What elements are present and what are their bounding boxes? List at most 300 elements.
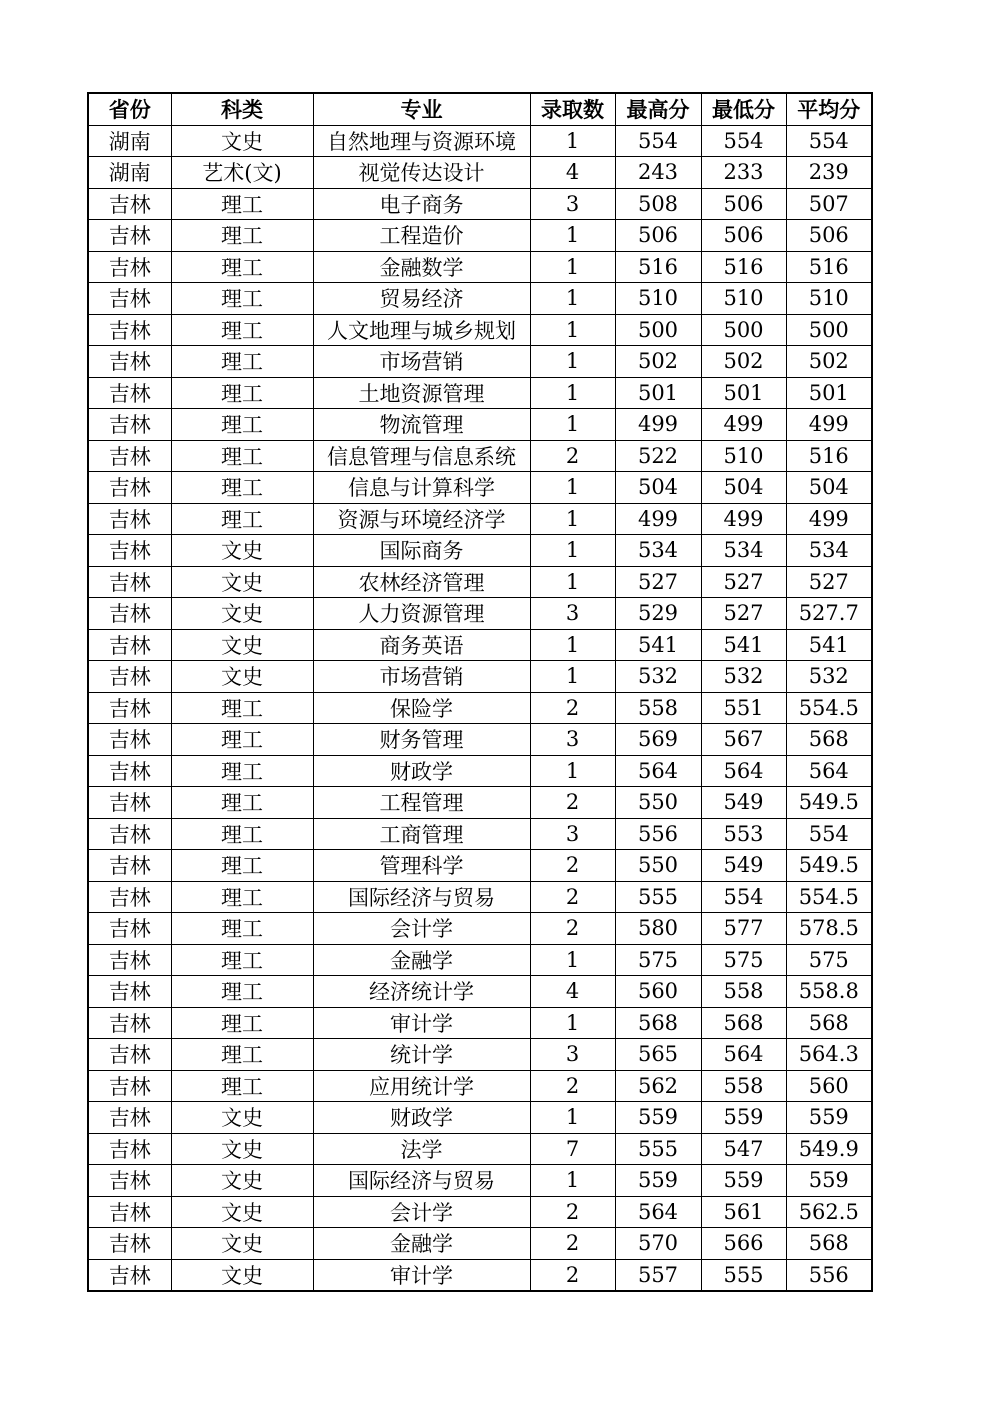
cell-major: 审计学 xyxy=(313,1259,530,1291)
cell-max-score: 569 xyxy=(615,724,701,756)
table-row xyxy=(88,1039,872,1071)
cell-province: 吉林 xyxy=(88,1039,171,1071)
cell-province: 吉林 xyxy=(88,503,171,535)
table-row xyxy=(88,1259,872,1291)
cell-major: 物流管理 xyxy=(313,409,530,441)
cell-admitted-count: 1 xyxy=(530,125,615,157)
cell-avg-score: 516 xyxy=(786,440,872,472)
cell-province: 吉林 xyxy=(88,566,171,598)
cell-max-score: 527 xyxy=(615,566,701,598)
cell-major: 贸易经济 xyxy=(313,283,530,315)
table-row xyxy=(88,629,872,661)
cell-min-score: 564 xyxy=(701,755,786,787)
cell-min-score: 561 xyxy=(701,1196,786,1228)
cell-category: 文史 xyxy=(171,1196,313,1228)
table-row xyxy=(88,976,872,1008)
table-row xyxy=(88,220,872,252)
cell-max-score: 504 xyxy=(615,472,701,504)
cell-admitted-count: 3 xyxy=(530,818,615,850)
cell-avg-score: 568 xyxy=(786,724,872,756)
table-row xyxy=(88,1165,872,1197)
cell-avg-score: 504 xyxy=(786,472,872,504)
cell-category: 理工 xyxy=(171,220,313,252)
cell-admitted-count: 1 xyxy=(530,535,615,567)
cell-major: 金融数学 xyxy=(313,251,530,283)
cell-category: 理工 xyxy=(171,503,313,535)
cell-max-score: 565 xyxy=(615,1039,701,1071)
cell-major: 国际经济与贸易 xyxy=(313,1165,530,1197)
cell-min-score: 555 xyxy=(701,1259,786,1291)
cell-major: 管理科学 xyxy=(313,850,530,882)
cell-province: 吉林 xyxy=(88,1070,171,1102)
table-row xyxy=(88,755,872,787)
header-admitted-count: 录取数 xyxy=(530,93,615,125)
table-row xyxy=(88,125,872,157)
table-row xyxy=(88,503,872,535)
cell-admitted-count: 2 xyxy=(530,850,615,882)
cell-min-score: 554 xyxy=(701,125,786,157)
table-row xyxy=(88,251,872,283)
cell-max-score: 502 xyxy=(615,346,701,378)
cell-major: 会计学 xyxy=(313,913,530,945)
cell-max-score: 556 xyxy=(615,818,701,850)
cell-admitted-count: 1 xyxy=(530,472,615,504)
cell-admitted-count: 2 xyxy=(530,913,615,945)
cell-min-score: 566 xyxy=(701,1228,786,1260)
cell-province: 吉林 xyxy=(88,1102,171,1134)
cell-avg-score: 578.5 xyxy=(786,913,872,945)
cell-avg-score: 564 xyxy=(786,755,872,787)
cell-min-score: 510 xyxy=(701,283,786,315)
cell-major: 市场营销 xyxy=(313,661,530,693)
cell-province: 吉林 xyxy=(88,1133,171,1165)
cell-category: 理工 xyxy=(171,1039,313,1071)
cell-max-score: 564 xyxy=(615,755,701,787)
cell-max-score: 559 xyxy=(615,1102,701,1134)
cell-admitted-count: 1 xyxy=(530,629,615,661)
cell-avg-score: 527 xyxy=(786,566,872,598)
cell-major: 会计学 xyxy=(313,1196,530,1228)
cell-province: 吉林 xyxy=(88,346,171,378)
table-row xyxy=(88,1070,872,1102)
cell-category: 文史 xyxy=(171,661,313,693)
cell-avg-score: 575 xyxy=(786,944,872,976)
cell-category: 理工 xyxy=(171,283,313,315)
cell-admitted-count: 2 xyxy=(530,440,615,472)
table-row xyxy=(88,1007,872,1039)
cell-min-score: 532 xyxy=(701,661,786,693)
cell-avg-score: 499 xyxy=(786,503,872,535)
cell-min-score: 527 xyxy=(701,598,786,630)
cell-admitted-count: 1 xyxy=(530,944,615,976)
cell-category: 理工 xyxy=(171,787,313,819)
cell-category: 理工 xyxy=(171,314,313,346)
cell-max-score: 243 xyxy=(615,157,701,189)
cell-category: 理工 xyxy=(171,976,313,1008)
cell-min-score: 501 xyxy=(701,377,786,409)
cell-min-score: 549 xyxy=(701,787,786,819)
cell-category: 理工 xyxy=(171,188,313,220)
cell-major: 市场营销 xyxy=(313,346,530,378)
cell-max-score: 510 xyxy=(615,283,701,315)
cell-province: 吉林 xyxy=(88,377,171,409)
cell-major: 金融学 xyxy=(313,1228,530,1260)
cell-min-score: 554 xyxy=(701,881,786,913)
table-row xyxy=(88,314,872,346)
cell-avg-score: 527.7 xyxy=(786,598,872,630)
cell-major: 工程造价 xyxy=(313,220,530,252)
cell-category: 文史 xyxy=(171,1228,313,1260)
cell-max-score: 570 xyxy=(615,1228,701,1260)
cell-admitted-count: 3 xyxy=(530,598,615,630)
cell-avg-score: 554.5 xyxy=(786,692,872,724)
cell-major: 信息与计算科学 xyxy=(313,472,530,504)
table-row xyxy=(88,850,872,882)
table-row xyxy=(88,440,872,472)
cell-avg-score: 510 xyxy=(786,283,872,315)
cell-admitted-count: 2 xyxy=(530,1228,615,1260)
cell-avg-score: 556 xyxy=(786,1259,872,1291)
cell-province: 吉林 xyxy=(88,944,171,976)
cell-major: 土地资源管理 xyxy=(313,377,530,409)
cell-admitted-count: 2 xyxy=(530,881,615,913)
table-body xyxy=(88,125,872,1291)
cell-major: 视觉传达设计 xyxy=(313,157,530,189)
cell-major: 工商管理 xyxy=(313,818,530,850)
cell-category: 理工 xyxy=(171,881,313,913)
cell-province: 吉林 xyxy=(88,976,171,1008)
cell-province: 吉林 xyxy=(88,818,171,850)
cell-category: 理工 xyxy=(171,755,313,787)
header-avg-score: 平均分 xyxy=(786,93,872,125)
cell-max-score: 568 xyxy=(615,1007,701,1039)
cell-avg-score: 564.3 xyxy=(786,1039,872,1071)
cell-avg-score: 502 xyxy=(786,346,872,378)
cell-province: 吉林 xyxy=(88,598,171,630)
table-row xyxy=(88,598,872,630)
cell-avg-score: 554.5 xyxy=(786,881,872,913)
cell-category: 文史 xyxy=(171,125,313,157)
cell-min-score: 502 xyxy=(701,346,786,378)
cell-min-score: 510 xyxy=(701,440,786,472)
cell-avg-score: 534 xyxy=(786,535,872,567)
cell-max-score: 580 xyxy=(615,913,701,945)
cell-min-score: 506 xyxy=(701,220,786,252)
cell-avg-score: 507 xyxy=(786,188,872,220)
cell-admitted-count: 1 xyxy=(530,566,615,598)
cell-province: 吉林 xyxy=(88,629,171,661)
cell-category: 文史 xyxy=(171,566,313,598)
cell-admitted-count: 1 xyxy=(530,409,615,441)
cell-min-score: 575 xyxy=(701,944,786,976)
cell-category: 文史 xyxy=(171,598,313,630)
cell-major: 人文地理与城乡规划 xyxy=(313,314,530,346)
cell-admitted-count: 1 xyxy=(530,377,615,409)
cell-avg-score: 516 xyxy=(786,251,872,283)
table-row xyxy=(88,346,872,378)
cell-min-score: 558 xyxy=(701,976,786,1008)
cell-admitted-count: 2 xyxy=(530,1196,615,1228)
cell-avg-score: 532 xyxy=(786,661,872,693)
cell-min-score: 500 xyxy=(701,314,786,346)
cell-admitted-count: 4 xyxy=(530,157,615,189)
cell-province: 吉林 xyxy=(88,409,171,441)
cell-max-score: 560 xyxy=(615,976,701,1008)
cell-avg-score: 559 xyxy=(786,1165,872,1197)
cell-min-score: 551 xyxy=(701,692,786,724)
cell-min-score: 541 xyxy=(701,629,786,661)
cell-avg-score: 558.8 xyxy=(786,976,872,1008)
cell-max-score: 554 xyxy=(615,125,701,157)
cell-major: 财政学 xyxy=(313,755,530,787)
cell-province: 吉林 xyxy=(88,1165,171,1197)
cell-max-score: 558 xyxy=(615,692,701,724)
table-row xyxy=(88,188,872,220)
cell-category: 理工 xyxy=(171,346,313,378)
cell-province: 吉林 xyxy=(88,787,171,819)
cell-province: 吉林 xyxy=(88,251,171,283)
cell-min-score: 527 xyxy=(701,566,786,598)
cell-max-score: 499 xyxy=(615,503,701,535)
table-row xyxy=(88,566,872,598)
cell-category: 理工 xyxy=(171,692,313,724)
cell-admitted-count: 3 xyxy=(530,188,615,220)
cell-max-score: 499 xyxy=(615,409,701,441)
cell-province: 吉林 xyxy=(88,661,171,693)
cell-admitted-count: 1 xyxy=(530,220,615,252)
cell-province: 吉林 xyxy=(88,1259,171,1291)
cell-admitted-count: 1 xyxy=(530,1102,615,1134)
cell-avg-score: 554 xyxy=(786,818,872,850)
cell-admitted-count: 1 xyxy=(530,755,615,787)
cell-avg-score: 568 xyxy=(786,1228,872,1260)
cell-major: 国际经济与贸易 xyxy=(313,881,530,913)
cell-category: 理工 xyxy=(171,1007,313,1039)
cell-max-score: 562 xyxy=(615,1070,701,1102)
cell-category: 理工 xyxy=(171,440,313,472)
cell-province: 吉林 xyxy=(88,472,171,504)
cell-max-score: 508 xyxy=(615,188,701,220)
cell-category: 理工 xyxy=(171,913,313,945)
table-row xyxy=(88,1102,872,1134)
cell-max-score: 522 xyxy=(615,440,701,472)
cell-category: 文史 xyxy=(171,535,313,567)
cell-major: 审计学 xyxy=(313,1007,530,1039)
cell-avg-score: 562.5 xyxy=(786,1196,872,1228)
header-category: 科类 xyxy=(171,93,313,125)
cell-min-score: 534 xyxy=(701,535,786,567)
cell-major: 财务管理 xyxy=(313,724,530,756)
cell-major: 统计学 xyxy=(313,1039,530,1071)
cell-major: 自然地理与资源环境 xyxy=(313,125,530,157)
cell-major: 经济统计学 xyxy=(313,976,530,1008)
cell-major: 法学 xyxy=(313,1133,530,1165)
cell-min-score: 559 xyxy=(701,1165,786,1197)
cell-avg-score: 549.5 xyxy=(786,850,872,882)
cell-admitted-count: 2 xyxy=(530,1259,615,1291)
table-row xyxy=(88,283,872,315)
header-min-score: 最低分 xyxy=(701,93,786,125)
cell-avg-score: 239 xyxy=(786,157,872,189)
cell-category: 理工 xyxy=(171,944,313,976)
cell-province: 吉林 xyxy=(88,440,171,472)
cell-max-score: 500 xyxy=(615,314,701,346)
cell-province: 吉林 xyxy=(88,881,171,913)
cell-admitted-count: 1 xyxy=(530,661,615,693)
table-row xyxy=(88,535,872,567)
cell-category: 理工 xyxy=(171,1070,313,1102)
cell-admitted-count: 1 xyxy=(530,503,615,535)
cell-min-score: 553 xyxy=(701,818,786,850)
cell-max-score: 532 xyxy=(615,661,701,693)
cell-min-score: 516 xyxy=(701,251,786,283)
table-row xyxy=(88,1133,872,1165)
cell-province: 吉林 xyxy=(88,535,171,567)
cell-province: 吉林 xyxy=(88,1228,171,1260)
cell-admitted-count: 3 xyxy=(530,724,615,756)
cell-category: 文史 xyxy=(171,1133,313,1165)
table-row xyxy=(88,157,872,189)
cell-min-score: 547 xyxy=(701,1133,786,1165)
cell-major: 保险学 xyxy=(313,692,530,724)
cell-min-score: 564 xyxy=(701,1039,786,1071)
cell-max-score: 555 xyxy=(615,1133,701,1165)
cell-province: 湖南 xyxy=(88,157,171,189)
cell-avg-score: 541 xyxy=(786,629,872,661)
cell-category: 理工 xyxy=(171,251,313,283)
table-row xyxy=(88,692,872,724)
cell-avg-score: 549.9 xyxy=(786,1133,872,1165)
cell-max-score: 555 xyxy=(615,881,701,913)
cell-admitted-count: 1 xyxy=(530,1165,615,1197)
cell-max-score: 550 xyxy=(615,787,701,819)
table-row xyxy=(88,1228,872,1260)
table-row xyxy=(88,661,872,693)
cell-province: 吉林 xyxy=(88,913,171,945)
table-row xyxy=(88,1196,872,1228)
cell-max-score: 541 xyxy=(615,629,701,661)
cell-major: 应用统计学 xyxy=(313,1070,530,1102)
cell-category: 理工 xyxy=(171,818,313,850)
cell-category: 文史 xyxy=(171,1165,313,1197)
cell-province: 吉林 xyxy=(88,283,171,315)
cell-major: 资源与环境经济学 xyxy=(313,503,530,535)
cell-admitted-count: 1 xyxy=(530,251,615,283)
table-row xyxy=(88,472,872,504)
cell-avg-score: 559 xyxy=(786,1102,872,1134)
cell-min-score: 506 xyxy=(701,188,786,220)
cell-max-score: 559 xyxy=(615,1165,701,1197)
cell-category: 文史 xyxy=(171,1102,313,1134)
cell-max-score: 575 xyxy=(615,944,701,976)
cell-category: 理工 xyxy=(171,850,313,882)
cell-major: 国际商务 xyxy=(313,535,530,567)
cell-province: 吉林 xyxy=(88,188,171,220)
admission-scores-table xyxy=(87,92,873,1292)
cell-avg-score: 549.5 xyxy=(786,787,872,819)
cell-max-score: 501 xyxy=(615,377,701,409)
header-max-score: 最高分 xyxy=(615,93,701,125)
cell-avg-score: 506 xyxy=(786,220,872,252)
cell-major: 财政学 xyxy=(313,1102,530,1134)
cell-major: 农林经济管理 xyxy=(313,566,530,598)
header-province: 省份 xyxy=(88,93,171,125)
header-row xyxy=(88,93,872,125)
cell-admitted-count: 1 xyxy=(530,1007,615,1039)
cell-province: 吉林 xyxy=(88,692,171,724)
cell-admitted-count: 2 xyxy=(530,1070,615,1102)
cell-max-score: 506 xyxy=(615,220,701,252)
cell-category: 文史 xyxy=(171,629,313,661)
table-row xyxy=(88,913,872,945)
cell-major: 工程管理 xyxy=(313,787,530,819)
cell-min-score: 559 xyxy=(701,1102,786,1134)
cell-min-score: 567 xyxy=(701,724,786,756)
cell-major: 商务英语 xyxy=(313,629,530,661)
cell-category: 文史 xyxy=(171,1259,313,1291)
cell-admitted-count: 1 xyxy=(530,314,615,346)
cell-admitted-count: 3 xyxy=(530,1039,615,1071)
cell-category: 理工 xyxy=(171,472,313,504)
cell-category: 理工 xyxy=(171,409,313,441)
cell-category: 艺术(文) xyxy=(171,157,313,189)
cell-major: 金融学 xyxy=(313,944,530,976)
cell-admitted-count: 4 xyxy=(530,976,615,1008)
cell-province: 吉林 xyxy=(88,1007,171,1039)
cell-major: 人力资源管理 xyxy=(313,598,530,630)
cell-max-score: 550 xyxy=(615,850,701,882)
cell-province: 湖南 xyxy=(88,125,171,157)
cell-max-score: 557 xyxy=(615,1259,701,1291)
cell-admitted-count: 2 xyxy=(530,692,615,724)
cell-min-score: 499 xyxy=(701,503,786,535)
cell-min-score: 499 xyxy=(701,409,786,441)
table-row xyxy=(88,409,872,441)
cell-avg-score: 568 xyxy=(786,1007,872,1039)
cell-min-score: 568 xyxy=(701,1007,786,1039)
cell-admitted-count: 1 xyxy=(530,346,615,378)
cell-province: 吉林 xyxy=(88,220,171,252)
cell-max-score: 564 xyxy=(615,1196,701,1228)
table-row xyxy=(88,724,872,756)
cell-avg-score: 554 xyxy=(786,125,872,157)
cell-province: 吉林 xyxy=(88,724,171,756)
cell-min-score: 558 xyxy=(701,1070,786,1102)
cell-max-score: 534 xyxy=(615,535,701,567)
cell-province: 吉林 xyxy=(88,755,171,787)
cell-avg-score: 501 xyxy=(786,377,872,409)
table-row xyxy=(88,377,872,409)
cell-min-score: 577 xyxy=(701,913,786,945)
cell-avg-score: 500 xyxy=(786,314,872,346)
cell-admitted-count: 1 xyxy=(530,283,615,315)
table-row xyxy=(88,944,872,976)
cell-category: 理工 xyxy=(171,377,313,409)
cell-max-score: 529 xyxy=(615,598,701,630)
cell-min-score: 549 xyxy=(701,850,786,882)
cell-province: 吉林 xyxy=(88,314,171,346)
cell-avg-score: 560 xyxy=(786,1070,872,1102)
table-row xyxy=(88,818,872,850)
header-major: 专业 xyxy=(313,93,530,125)
cell-max-score: 516 xyxy=(615,251,701,283)
cell-province: 吉林 xyxy=(88,850,171,882)
cell-admitted-count: 2 xyxy=(530,787,615,819)
cell-category: 理工 xyxy=(171,724,313,756)
cell-min-score: 233 xyxy=(701,157,786,189)
cell-min-score: 504 xyxy=(701,472,786,504)
cell-admitted-count: 7 xyxy=(530,1133,615,1165)
